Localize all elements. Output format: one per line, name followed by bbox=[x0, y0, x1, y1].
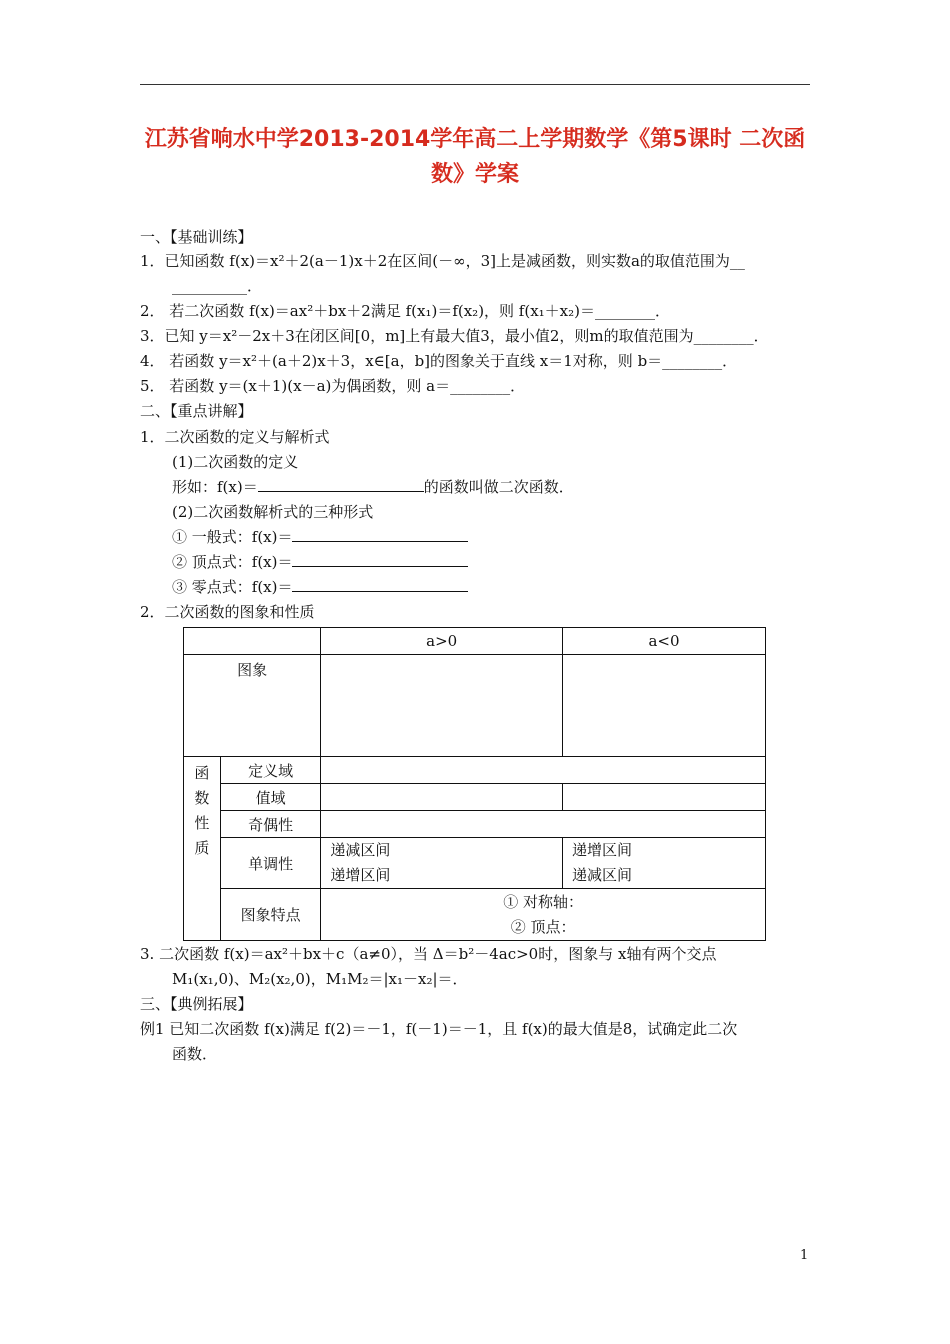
properties-group-label bbox=[184, 757, 221, 941]
question-4: 4． 若函数 y＝x²＋(a＋2)x＋3，x∈[a，b]的图象关于直线 x＝1对称，则 b＝________． bbox=[140, 352, 738, 370]
question-1-blank: __________． bbox=[172, 277, 263, 295]
graph-cell-positive bbox=[321, 655, 563, 757]
form-general-blank bbox=[292, 540, 468, 542]
table-corner-cell bbox=[184, 628, 321, 655]
form-vertex-label: ② 顶点式：f(x)＝ bbox=[172, 553, 293, 571]
monotonicity-cell-negative bbox=[563, 838, 766, 889]
mono-pos-line2: 递增区间 bbox=[330, 866, 391, 884]
feature-vertex: ② 顶点： bbox=[510, 917, 576, 936]
point-1-definition bbox=[172, 476, 574, 497]
definition-suffix: 的函数叫做二次函数． bbox=[423, 478, 574, 496]
properties-table bbox=[183, 627, 766, 941]
group-char-3: 性 bbox=[194, 814, 210, 832]
question-1: 1．已知函数 f(x)＝x²＋2(a－1)x＋2在区间(－∞，3]上是减函数，则实数a的取值范围为__ bbox=[140, 252, 745, 270]
header-a-positive: a>0 bbox=[321, 628, 563, 655]
definition-prefix: 形如：f(x)＝ bbox=[172, 478, 258, 496]
question-2: 2． 若二次函数 f(x)＝ax²＋bx＋2满足 f(x₁)＝f(x₂)，则 f(x₁＋x₂)＝________． bbox=[140, 302, 671, 320]
form-general bbox=[172, 526, 468, 547]
form-vertex bbox=[172, 551, 468, 572]
row-label-domain: 定义域 bbox=[220, 757, 320, 784]
point-1-title: 1．二次函数的定义与解析式 bbox=[140, 428, 330, 446]
feature-axis: ① 对称轴： bbox=[503, 892, 584, 911]
domain-cell bbox=[321, 757, 766, 784]
definition-blank bbox=[258, 490, 424, 492]
form-zero-blank bbox=[292, 590, 468, 592]
form-vertex-blank bbox=[292, 565, 468, 567]
section-heading-basic: 一、【基础训练】 bbox=[140, 228, 253, 246]
row-label-monotonicity: 单调性 bbox=[220, 838, 320, 889]
mono-neg-line2: 递减区间 bbox=[572, 866, 633, 884]
section-heading-key: 二、【重点讲解】 bbox=[140, 402, 253, 420]
point-1-definition-title: (1)二次函数的定义 bbox=[172, 453, 299, 471]
group-char-1: 函 bbox=[194, 764, 210, 782]
page-number: 1 bbox=[800, 1248, 809, 1263]
range-cell-positive bbox=[321, 784, 563, 811]
row-label-parity: 奇偶性 bbox=[220, 811, 320, 838]
example-1-line2: 函数． bbox=[172, 1045, 218, 1063]
monotonicity-cell-positive bbox=[321, 838, 563, 889]
form-zero-label: ③ 零点式：f(x)＝ bbox=[172, 578, 293, 596]
form-zero bbox=[172, 576, 468, 597]
mono-neg-line1: 递增区间 bbox=[572, 841, 633, 859]
header-rule bbox=[140, 84, 810, 85]
form-general-label: ① 一般式：f(x)＝ bbox=[172, 528, 293, 546]
point-3-line2: M₁(x₁,0)、M₂(x₂,0)，M₁M₂＝|x₁－x₂|＝． bbox=[172, 970, 468, 988]
mono-pos-line1: 递减区间 bbox=[330, 841, 391, 859]
page-title-line2: 数》学案 bbox=[430, 162, 519, 187]
page-title-line1: 江苏省响水中学2013-2014学年高二上学期数学《第5课时 二次函 bbox=[144, 127, 806, 152]
group-char-4: 质 bbox=[194, 839, 210, 857]
row-label-graph: 图象 bbox=[184, 655, 321, 757]
row-label-range: 值域 bbox=[220, 784, 320, 811]
row-label-features: 图象特点 bbox=[220, 889, 320, 941]
point-1-forms-title: (2)二次函数解析式的三种形式 bbox=[172, 503, 374, 521]
parity-cell bbox=[321, 811, 766, 838]
features-cell bbox=[321, 889, 766, 941]
group-char-2: 数 bbox=[194, 789, 210, 807]
question-5: 5． 若函数 y＝(x＋1)(x－a)为偶函数，则 a＝________． bbox=[140, 377, 526, 395]
graph-cell-negative bbox=[563, 655, 766, 757]
point-2-title: 2．二次函数的图象和性质 bbox=[140, 603, 315, 621]
header-a-negative: a<0 bbox=[563, 628, 766, 655]
question-3: 3．已知 y＝x²－2x＋3在闭区间[0，m]上有最大值3，最小值2，则m的取值范围为________． bbox=[140, 327, 769, 345]
example-1-line1: 例1 已知二次函数 f(x)满足 f(2)＝－1，f(－1)＝－1，且 f(x)的最大值是8，试确定此二次 bbox=[140, 1020, 738, 1038]
range-cell-negative bbox=[563, 784, 766, 811]
section-heading-examples: 三、【典例拓展】 bbox=[140, 995, 253, 1013]
point-3-line1: 3. 二次函数 f(x)＝ax²＋bx＋c（a≠0），当 Δ＝b²－4ac>0时，图象与 x轴有两个交点 bbox=[140, 945, 717, 963]
